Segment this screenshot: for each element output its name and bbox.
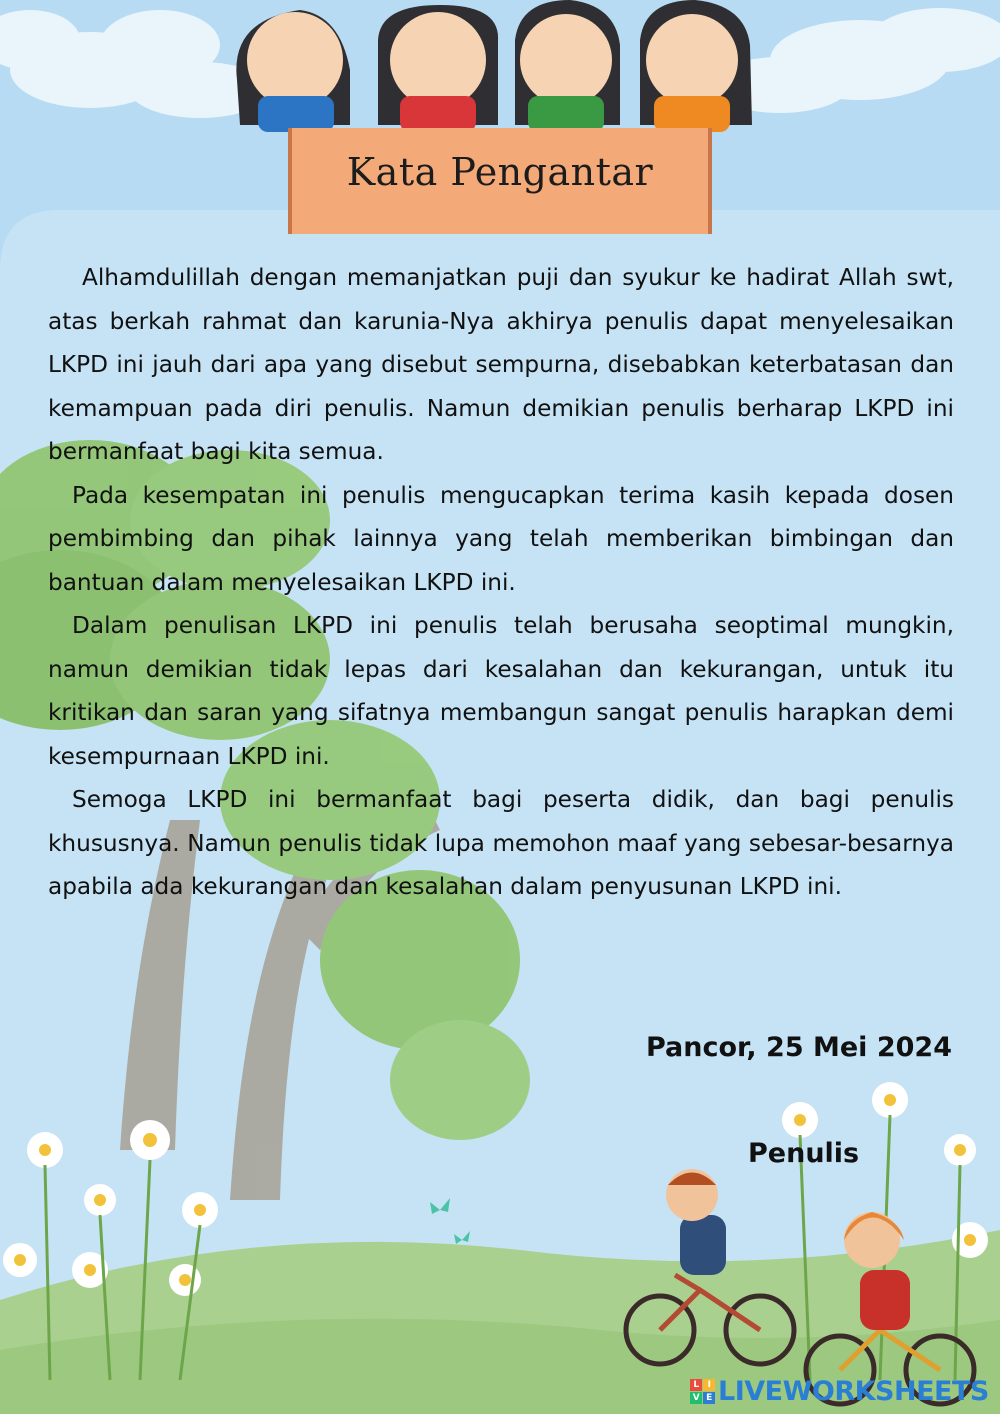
- place-date: Pancor, 25 Mei 2024: [645, 1032, 952, 1063]
- paragraph-2: Pada kesempatan ini penulis mengucapkan terima kasih kepada dosen pembimbing dan pihak lainnya yang telah memberikan bimbingan dan bantuan dalam menyelesaikan LKPD ini.: [48, 481, 954, 596]
- author-signature: Penulis: [748, 1138, 860, 1169]
- body-text: [48, 256, 954, 909]
- paragraph-1: Alhamdulillah dengan memanjatkan puji dan syukur ke hadirat Allah swt, atas berkah rahmat dan karunia-Nya akhirya penulis dapat menyelesaikan LKPD ini jauh dari apa yang disebut sempurna, disebabkan keterbatasan dan kemampuan pada diri penulis. Namun demikian penulis berharap LKPD ini bermanfaat bagi kita semua.: [48, 264, 954, 465]
- liveworksheets-watermark[interactable]: [690, 1376, 989, 1407]
- page-title: Kata Pengantar: [346, 150, 654, 194]
- watermark-text: LIVEWORKSHEETS: [718, 1376, 989, 1407]
- paragraph-4: Semoga LKPD ini bermanfaat bagi peserta didik, dan bagi penulis khususnya. Namun penulis tidak lupa memohon maaf yang sebesar-besarnya apabila ada kekurangan dan kesalahan dalam penyusunan LKPD ini.: [48, 786, 954, 900]
- liveworksheets-logo-icon: L I V E: [690, 1379, 715, 1404]
- paragraph-3: Dalam penulisan LKPD ini penulis telah berusaha seoptimal mungkin, namun demikian tidak lepas dari kesalahan dan kekurangan, untuk itu kritikan dan saran yang sifatnya membangun sangat penulis harapkan demi kesempurnaan LKPD ini.: [48, 612, 954, 770]
